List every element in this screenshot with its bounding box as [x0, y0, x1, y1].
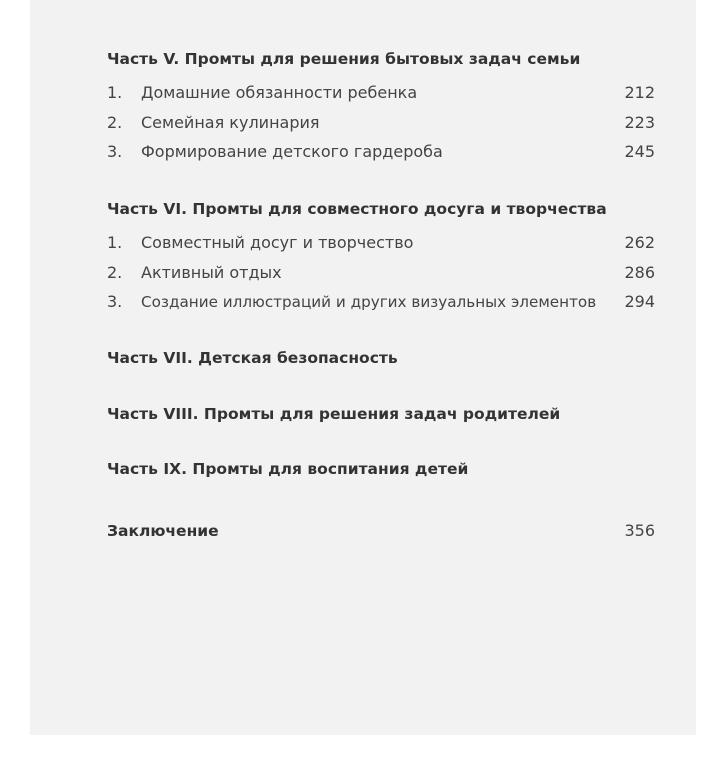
- entry-title: Домашние обязанности ребенка: [141, 83, 418, 102]
- entry-title: Семейная кулинария: [141, 112, 320, 132]
- entry-number: 3.: [107, 142, 123, 161]
- entry-page: 294: [624, 292, 655, 311]
- entry-page: 212: [624, 83, 655, 102]
- section-entries-part6: [107, 233, 655, 322]
- toc-entry: [107, 83, 655, 113]
- section-title-part6: Часть VI. Промты для совместного досуга и творчества: [107, 200, 607, 218]
- section-title-part7: Часть VII. Детская безопасность: [107, 349, 398, 367]
- toc-section-part5: [107, 48, 655, 172]
- entry-page: 356: [624, 521, 655, 540]
- section-entries-part5: [107, 83, 655, 172]
- entry-page: 223: [624, 112, 655, 132]
- toc-conclusion: [107, 520, 655, 542]
- entry-page: 286: [624, 262, 655, 282]
- book-page: [30, 0, 696, 735]
- entry-title: Создание иллюстраций и других визуальных элементов: [141, 293, 597, 311]
- section-title-part9: Часть IX. Промты для воспитания детей: [107, 460, 469, 478]
- entry-number: 1.: [107, 83, 123, 102]
- toc-entry: [107, 113, 655, 143]
- toc-entry: [107, 233, 655, 263]
- entry-number: 2.: [107, 112, 123, 132]
- toc-entry: [107, 263, 655, 293]
- section-title-part5: Часть V. Промты для решения бытовых задач семьи: [107, 50, 581, 68]
- entry-number: 1.: [107, 233, 123, 252]
- entry-number: 2.: [107, 262, 123, 282]
- section-title-part8: Часть VIII. Промты для решения задач родителей: [107, 405, 561, 423]
- entry-page: 245: [624, 142, 655, 161]
- toc-entry: [107, 292, 655, 322]
- toc-section-part6: [107, 198, 655, 322]
- section-title-conclusion: Заключение: [107, 522, 219, 540]
- toc-entry: [107, 142, 655, 172]
- entry-title: Совместный досуг и творчество: [141, 233, 414, 252]
- entry-title: Формирование детского гардероба: [141, 142, 443, 161]
- entry-number: 3.: [107, 292, 123, 311]
- entry-page: 262: [624, 233, 655, 252]
- entry-title: Активный отдых: [141, 262, 282, 282]
